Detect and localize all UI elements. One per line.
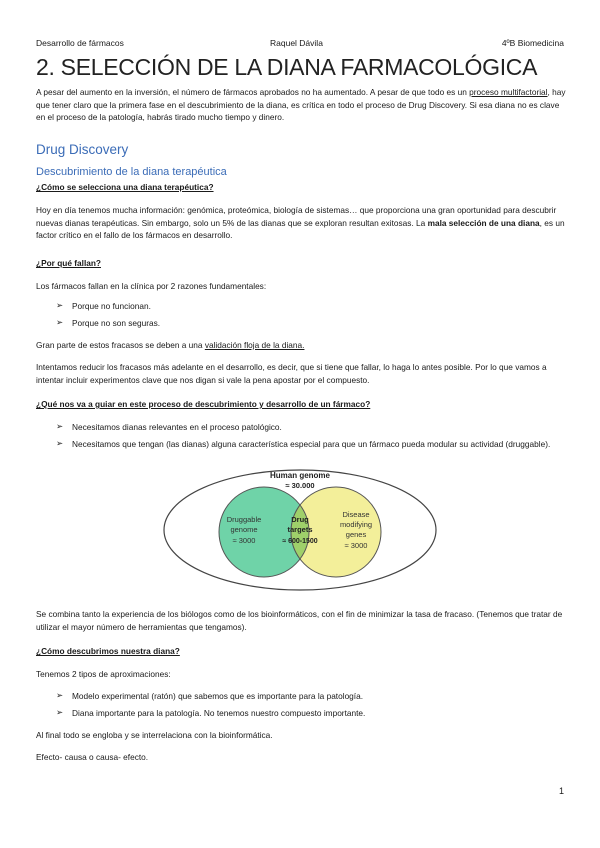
intro-paragraph xyxy=(36,86,566,124)
page-number: 1 xyxy=(558,786,564,796)
p1-text-1: Hoy en día tenemos mucha información: genómica, proteómica, biología de sistemas… que proporciona una gran oportunidad para descubrir nuevas dianas terapéuticas. Sin embargo, solo un 5% de las dianas que se exploran resultan exitosas. La xyxy=(36,205,557,228)
guide-list xyxy=(56,421,566,454)
list-item: ➢ Necesitamos dianas relevantes en el proceso patológico. xyxy=(56,421,566,434)
intro-text-2: , hay que tener claro que la primera fase en el descubrimiento de la diana, es crítica en todo el proceso de Drug Discovery. Si esa diana no es clave en el proceso de la patología, habrás tirado mucho tiempo y dinero. xyxy=(36,87,566,122)
center-value: ≈ 600-1500 xyxy=(282,538,318,545)
question-select-target: ¿Cómo se selecciona una diana terapéutica? xyxy=(36,182,214,192)
left-value: ≈ 3000 xyxy=(232,536,256,545)
header-subject: Desarrollo de fármacos xyxy=(36,38,124,48)
intro-underlined: proceso multifactorial xyxy=(469,87,548,97)
paragraph-approaches: Tenemos 2 tipos de aproximaciones: xyxy=(36,669,171,679)
question-why-fail: ¿Por qué fallan? xyxy=(36,258,101,268)
paragraph-reduce-failures: Intentamos reducir los fracasos más adelante en el desarrollo, es decir, que si tiene que fallar, lo haga lo antes posible. Por lo que vamos a intentar incluir experimentos clave que nos digan si vale la pena apostar por el compuesto. xyxy=(36,362,547,385)
paragraph-failures xyxy=(36,339,566,352)
list-item: ➢ Necesitamos que tengan (las dianas) alguna característica especial para que un fármaco pueda modular su actividad (druggable). xyxy=(56,438,566,451)
right-label-2: modifying xyxy=(339,520,373,529)
question-discover-target: ¿Cómo descubrimos nuestra diana? xyxy=(36,646,180,656)
right-label-3: genes xyxy=(345,530,367,539)
p3-underlined: validación floja de la diana. xyxy=(204,340,305,350)
p1-text-2: , es un factor crítico en el fallo de los fármacos en desarrollo. xyxy=(36,217,565,240)
section-heading: Drug Discovery xyxy=(36,142,129,157)
fail-reasons-list xyxy=(56,300,566,333)
list-item: ➢ Porque no funcionan. xyxy=(56,300,566,313)
paragraph-effect-cause: Efecto- causa o causa- efecto. xyxy=(36,752,149,762)
page-title: 2. SELECCIÓN DE LA DIANA FARMACOLÓGICA xyxy=(36,54,538,80)
outer-value: ≈ 30.000 xyxy=(285,481,315,490)
header-course: 4ºB Biomedicina xyxy=(501,38,564,48)
center-label-2: targets xyxy=(287,525,313,534)
subsection-heading: Descubrimiento de la diana terapéutica xyxy=(36,166,227,178)
list-item: ➢ Diana importante para la patología. No tenemos nuestro compuesto importante. xyxy=(56,707,566,720)
paragraph-information xyxy=(36,204,566,242)
right-value: ≈ 3000 xyxy=(344,541,368,550)
header-author: Raquel Dávila xyxy=(270,38,323,48)
paragraph-fail-reasons: Los fármacos fallan en la clínica por 2 razones fundamentales: xyxy=(36,281,267,291)
paragraph-bioinformatics: Al final todo se engloba y se interrelaciona con la bioinformática. xyxy=(36,730,273,740)
center-label-1: Drug xyxy=(291,515,309,524)
genome-venn-diagram xyxy=(160,466,440,594)
list-item: ➢ Porque no son seguras. xyxy=(56,317,566,330)
p1-bold: mala selección de una diana xyxy=(427,217,540,228)
list-item: ➢ Modelo experimental (ratón) que sabemos que es importante para la patología. xyxy=(56,690,566,703)
paragraph-combined-experience: Se combina tanto la experiencia de los biólogos como de los bioinformáticos, con el fin de minimizar la tasa de fracaso. (Tenemos que tratar de utilizar el mayor número de herramientas que tengamos). xyxy=(36,609,563,632)
right-label-1: Disease xyxy=(342,510,370,519)
outer-title: Human genome xyxy=(269,471,331,480)
approaches-list xyxy=(56,690,566,723)
left-label-1: Druggable xyxy=(226,515,262,524)
question-guide: ¿Qué nos va a guiar en este proceso de descubrimiento y desarrollo de un fármaco? xyxy=(36,399,371,409)
p3-text: Gran parte de estos fracasos se deben a una xyxy=(36,340,205,350)
intro-text-1: A pesar del aumento en la inversión, el número de fármacos aprobados no ha aumentado. A pesar de que todo es un xyxy=(36,87,470,97)
left-label-2: genome xyxy=(230,525,258,534)
